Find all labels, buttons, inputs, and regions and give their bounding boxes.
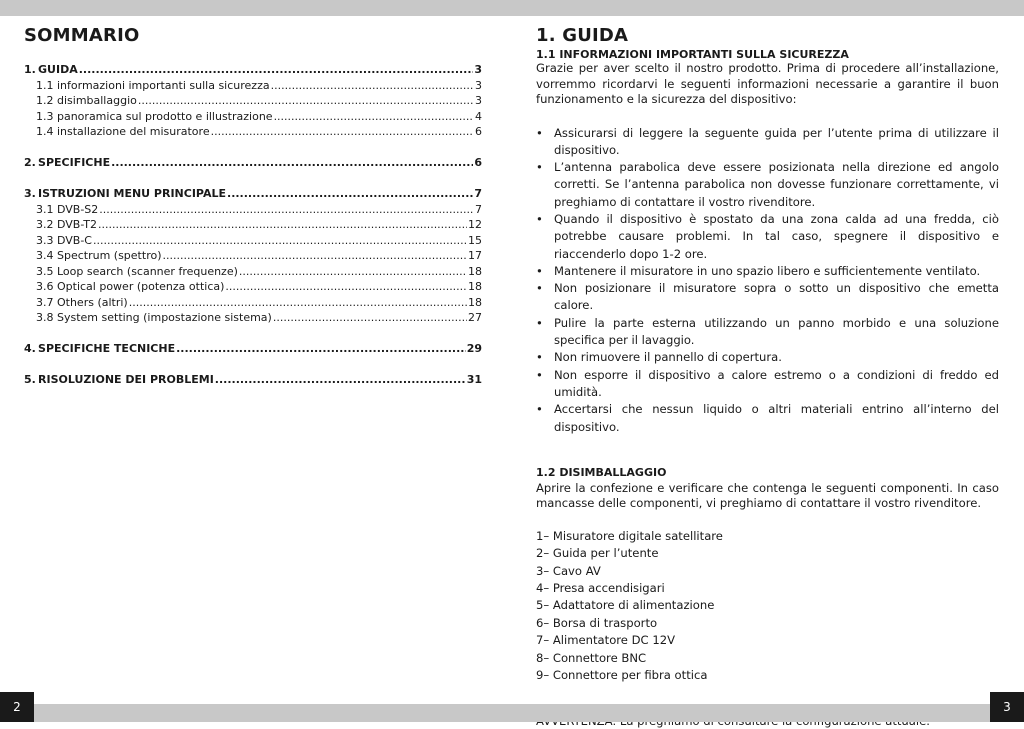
toc-subentry[interactable] bbox=[24, 93, 482, 109]
toc-entry[interactable] bbox=[24, 341, 482, 357]
toc-entry-label: 3.5 Loop search (scanner frequenze) bbox=[36, 264, 238, 280]
toc-leader-dots bbox=[225, 279, 467, 295]
toc-leader-dots bbox=[176, 341, 466, 357]
toc-entry-label: 3.6 Optical power (potenza ottica) bbox=[36, 279, 224, 295]
toc-subentry[interactable] bbox=[24, 279, 482, 295]
safety-bullet: • Quando il dispositivo è spostato da una zona calda ad una fredda, ciò potrebbe causare problemi. In tal caso, spegnere il dispositivo e riaccenderlo dopo 1-2 ore. bbox=[536, 211, 999, 263]
toc-entry[interactable] bbox=[24, 186, 482, 202]
section-heading-unpacking: 1.2 DISIMBALLAGGIO bbox=[536, 466, 999, 479]
package-item: 5– Adattatore di alimentazione bbox=[536, 597, 999, 614]
safety-bullet: • L’antenna parabolica deve essere posizionata nella direzione ed angolo corretti. Se l’antenna parabolica non dovesse funzionare correttamente, vi preghiamo di contattare il vostro rivenditore. bbox=[536, 159, 999, 211]
safety-bullet-list bbox=[536, 125, 999, 436]
safety-bullet: • Assicurarsi di leggere la seguente guida per l’utente prima di utilizzare il dispositivo. bbox=[536, 125, 999, 160]
top-band bbox=[0, 0, 1024, 16]
package-item: 6– Borsa di trasporto bbox=[536, 615, 999, 632]
toc-entry-label: 5. RISOLUZIONE DEI PROBLEMI bbox=[24, 372, 214, 388]
toc-entry-label: 3.2 DVB-T2 bbox=[36, 217, 97, 233]
package-item: 8– Connettore BNC bbox=[536, 650, 999, 667]
toc-leader-dots bbox=[211, 124, 474, 140]
toc-page-number: 29 bbox=[467, 341, 482, 357]
toc-page-number: 3 bbox=[475, 93, 482, 109]
toc-leader-dots bbox=[79, 62, 474, 78]
toc-leader-dots bbox=[138, 93, 474, 109]
safety-bullet: • Non esporre il dispositivo a calore estremo o a condizioni di freddo ed umidità. bbox=[536, 367, 999, 402]
package-item: 3– Cavo AV bbox=[536, 563, 999, 580]
toc-entry-label: 3.7 Others (altri) bbox=[36, 295, 128, 311]
package-item: 2– Guida per l’utente bbox=[536, 545, 999, 562]
toc-leader-dots bbox=[93, 233, 467, 249]
toc-page-number: 27 bbox=[468, 310, 482, 326]
toc-leader-dots bbox=[99, 202, 474, 218]
toc-entry[interactable] bbox=[24, 155, 482, 171]
toc-subentry[interactable] bbox=[24, 295, 482, 311]
page-number-left: 2 bbox=[0, 692, 34, 722]
toc-entry-label: 1.2 disimballaggio bbox=[36, 93, 137, 109]
toc-leader-dots bbox=[271, 78, 474, 94]
toc-page-number: 12 bbox=[468, 217, 482, 233]
toc-entry[interactable] bbox=[24, 372, 482, 388]
toc-entry-label: 1.1 informazioni importanti sulla sicurezza bbox=[36, 78, 270, 94]
toc-page-number: 6 bbox=[475, 124, 482, 140]
toc-page-number: 6 bbox=[474, 155, 482, 171]
safety-bullet: • Accertarsi che nessun liquido o altri materiali entrino all’interno del dispositivo. bbox=[536, 401, 999, 436]
unpacking-intro: Aprire la confezione e verificare che contenga le seguenti componenti. In caso mancasse delle componenti, vi preghiamo di contattare il vostro rivenditore. bbox=[536, 481, 999, 512]
toc-page-number: 18 bbox=[468, 279, 482, 295]
safety-bullet: • Non rimuovere il pannello di copertura. bbox=[536, 349, 999, 366]
toc-title: SOMMARIO bbox=[24, 26, 482, 46]
toc-leader-dots bbox=[111, 155, 473, 171]
toc-entry-label: 1. GUIDA bbox=[24, 62, 78, 78]
table-of-contents bbox=[24, 62, 482, 388]
toc-leader-dots bbox=[215, 372, 466, 388]
toc-group bbox=[24, 155, 482, 171]
toc-page-number: 7 bbox=[474, 186, 482, 202]
package-item: 4– Presa accendisigari bbox=[536, 580, 999, 597]
toc-entry-label: 3.8 System setting (impostazione sistema) bbox=[36, 310, 272, 326]
toc-group bbox=[24, 186, 482, 326]
toc-subentry[interactable] bbox=[24, 248, 482, 264]
toc-group bbox=[24, 62, 482, 140]
toc-page-number: 7 bbox=[475, 202, 482, 218]
section-heading-safety: 1.1 INFORMAZIONI IMPORTANTI SULLA SICUREZZA bbox=[536, 48, 999, 61]
toc-page-number: 15 bbox=[468, 233, 482, 249]
package-item: 7– Alimentatore DC 12V bbox=[536, 632, 999, 649]
toc-entry[interactable] bbox=[24, 62, 482, 78]
toc-subentry[interactable] bbox=[24, 264, 482, 280]
toc-subentry[interactable] bbox=[24, 310, 482, 326]
package-item: 9– Connettore per fibra ottica bbox=[536, 667, 999, 684]
toc-subentry[interactable] bbox=[24, 78, 482, 94]
toc-leader-dots bbox=[239, 264, 467, 280]
toc-leader-dots bbox=[273, 310, 467, 326]
left-page bbox=[24, 26, 482, 403]
toc-leader-dots bbox=[274, 109, 474, 125]
toc-page-number: 31 bbox=[467, 372, 482, 388]
toc-group bbox=[24, 341, 482, 357]
toc-entry-label: 1.3 panoramica sul prodotto e illustrazione bbox=[36, 109, 273, 125]
toc-leader-dots bbox=[227, 186, 473, 202]
toc-leader-dots bbox=[98, 217, 467, 233]
toc-group bbox=[24, 372, 482, 388]
toc-page-number: 3 bbox=[474, 62, 482, 78]
toc-page-number: 3 bbox=[475, 78, 482, 94]
toc-subentry[interactable] bbox=[24, 233, 482, 249]
toc-entry-label: 1.4 installazione del misuratore bbox=[36, 124, 210, 140]
toc-subentry[interactable] bbox=[24, 217, 482, 233]
toc-entry-label: 4. SPECIFICHE TECNICHE bbox=[24, 341, 175, 357]
chapter-title: 1. GUIDA bbox=[536, 26, 999, 46]
right-page bbox=[536, 26, 999, 729]
toc-subentry[interactable] bbox=[24, 109, 482, 125]
toc-page-number: 18 bbox=[468, 264, 482, 280]
toc-page-number: 18 bbox=[468, 295, 482, 311]
package-contents-list bbox=[536, 528, 999, 685]
safety-bullet: • Mantenere il misuratore in uno spazio libero e sufficientemente ventilato. bbox=[536, 263, 999, 280]
safety-intro: Grazie per aver scelto il nostro prodotto. Prima di procedere all’installazione, vorremmo ricordarvi le seguenti informazioni necessarie a garantire il buon funzionamento e la sicurezza del dispositivo: bbox=[536, 61, 999, 108]
bottom-band bbox=[0, 704, 1024, 722]
toc-entry-label: 3. ISTRUZIONI MENU PRINCIPALE bbox=[24, 186, 226, 202]
toc-page-number: 17 bbox=[468, 248, 482, 264]
package-item: 1– Misuratore digitale satellitare bbox=[536, 528, 999, 545]
toc-entry-label: 2. SPECIFICHE bbox=[24, 155, 110, 171]
page-number-right: 3 bbox=[990, 692, 1024, 722]
toc-subentry[interactable] bbox=[24, 124, 482, 140]
toc-entry-label: 3.4 Spectrum (spettro) bbox=[36, 248, 162, 264]
toc-page-number: 4 bbox=[475, 109, 482, 125]
safety-bullet: • Pulire la parte esterna utilizzando un panno morbido e una soluzione specifica per il lavaggio. bbox=[536, 315, 999, 350]
toc-subentry[interactable] bbox=[24, 202, 482, 218]
toc-entry-label: 3.1 DVB-S2 bbox=[36, 202, 98, 218]
toc-entry-label: 3.3 DVB-C bbox=[36, 233, 92, 249]
safety-bullet: • Non posizionare il misuratore sopra o sotto un dispositivo che emetta calore. bbox=[536, 280, 999, 315]
toc-leader-dots bbox=[163, 248, 468, 264]
toc-leader-dots bbox=[129, 295, 467, 311]
